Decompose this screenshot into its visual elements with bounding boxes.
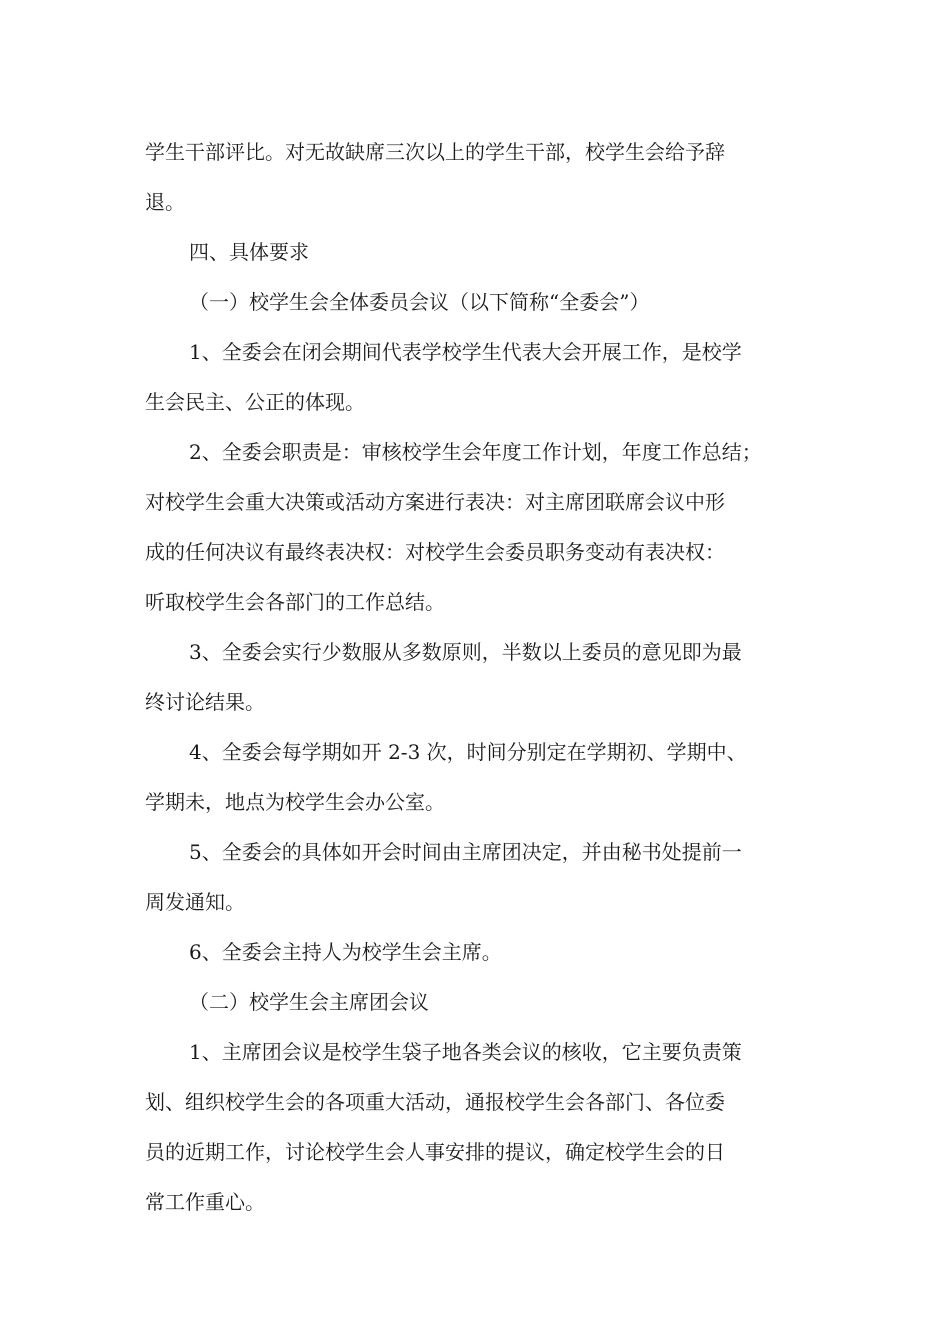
paragraph-line: 终讨论结果。 [145,690,265,714]
paragraph-line: 1、全委会在闭会期间代表学校学生代表大会开展工作，是校学 [189,340,742,364]
paragraph-line: 听取校学生会各部门的工作总结。 [145,590,445,614]
paragraph-line: 5、全委会的具体如开会时间由主席团决定，并由秘书处提前一 [189,840,742,864]
paragraph-line: 周发通知。 [145,890,245,914]
paragraph-line: 划、组织校学生会的各项重大活动，通报校学生会各部门、各位委 [145,1090,725,1114]
document-body [145,127,815,1227]
subsection-heading: （二）校学生会主席团会议 [189,990,429,1014]
paragraph-line: 生会民主、公正的体现。 [145,390,365,414]
paragraph-line: 学期未，地点为校学生会办公室。 [145,790,445,814]
paragraph-line: 6、全委会主持人为校学生会主席。 [189,940,502,964]
paragraph-line: 2、全委会职责是：审核校学生会年度工作计划，年度工作总结； [189,440,762,464]
paragraph-line: 对校学生会重大决策或活动方案进行表决：对主席团联席会议中形 [145,490,725,514]
subsection-heading: （一）校学生会全体委员会议（以下简称“全委会”） [189,290,650,314]
paragraph-line: 1、主席团会议是校学生袋子地各类会议的核收，它主要负责策 [189,1040,742,1064]
section-heading: 四、具体要求 [189,240,309,264]
paragraph-line: 成的任何决议有最终表决权：对校学生会委员职务变动有表决权： [145,540,725,564]
paragraph-line: 3、全委会实行少数服从多数原则，半数以上委员的意见即为最 [189,640,742,664]
paragraph-line: 4、全委会每学期如开 2-3 次，时间分别定在学期初、学期中、 [189,740,747,764]
paragraph-line: 常工作重心。 [145,1190,265,1214]
paragraph-line: 员的近期工作，讨论校学生会人事安排的提议，确定校学生会的日 [145,1140,725,1164]
paragraph-line: 学生干部评比。对无故缺席三次以上的学生干部，校学生会给予辞 [145,140,725,164]
paragraph-line: 退。 [145,190,185,214]
